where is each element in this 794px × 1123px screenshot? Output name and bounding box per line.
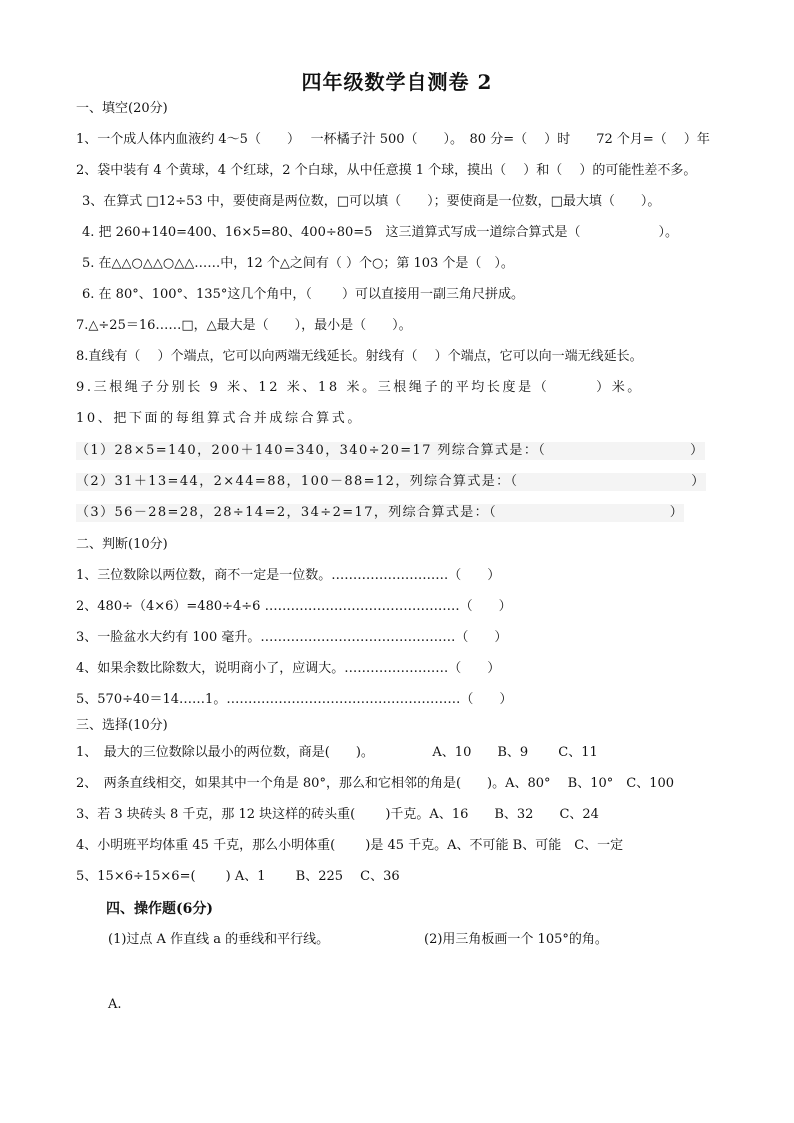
fill-blank-item-10-1: （1）28×5=140，200＋140=340，340÷20=17 列综合算式是：（ ） xyxy=(76,443,705,458)
operation-task-2: (2)用三角板画一个 105°的角。 xyxy=(424,932,608,947)
fill-blank-item-6: 6. 在 80°、100°、135°这几个角中，（ ）可以直接用一副三角尺拼成。 xyxy=(82,287,524,302)
fill-blank-item-9: 9.三根绳子分别长 9 米、12 米、18 米。三根绳子的平均长度是（ ）米。 xyxy=(76,380,643,395)
section-heading-choice: 三、选择(10分) xyxy=(76,718,168,733)
fill-blank-item-4: 4. 把 260+140=400、16×5=80、400÷80=5 这三道算式写成一道综合算式是（ ）。 xyxy=(82,225,678,240)
choice-item-1: 1、 最大的三位数除以最小的两位数，商是( )。 A、10 B、9 C、11 xyxy=(76,745,598,760)
choice-item-4: 4、小明班平均体重 45 千克，那么小明体重( )是 45 千克。A、不可能 B、可能 C、一定 xyxy=(76,838,624,853)
true-false-item-5: 5、570÷40＝14……1。………………………………………………（ ） xyxy=(76,692,513,707)
fill-blank-item-5: 5. 在△△○△△○△△……中，12 个△之间有（ ）个○；第 103 个是（ ）。 xyxy=(82,256,514,271)
fill-blank-item-10-2: （2）31＋13=44，2×44=88，100－88=12，列综合算式是：（ ） xyxy=(76,474,706,489)
choice-item-2: 2、 两条直线相交，如果其中一个角是 80°，那么和它相邻的角是( )。A、80° B、10° C、100 xyxy=(76,776,675,791)
fill-blank-item-1: 1、一个成人体内血液约 4～5（ ） 一杯橘子汁 500（ ）。 80 分=（ ）时 72 个月=（ ）年 xyxy=(76,132,710,147)
fill-blank-item-3: 3、在算式 □12÷53 中，要使商是两位数，□可以填（ ）；要使商是一位数，□最大填（ ）。 xyxy=(82,194,661,209)
fill-blank-item-10-3: （3）56－28=28，28÷14=2，34÷2=17，列综合算式是：（ ） xyxy=(76,505,685,520)
fill-blank-item-7: 7.△÷25＝16……□，△最大是（ ），最小是（ ）。 xyxy=(76,318,412,333)
operation-task-1: (1)过点 A 作直线 a 的垂线和平行线。 xyxy=(108,932,330,947)
true-false-item-2: 2、480÷（4×6）=480÷4÷6 ………………………………………（ ） xyxy=(76,599,512,614)
choice-item-3: 3、若 3 块砖头 8 千克，那 12 块这样的砖头重( )千克。A、16 B、32 C、24 xyxy=(76,807,599,822)
true-false-item-1: 1、三位数除以两位数，商不一定是一位数。………………………（ ） xyxy=(76,568,501,583)
section-heading-operation: 四、操作题(6分) xyxy=(106,901,213,917)
fill-blank-item-8: 8.直线有（ ）个端点，它可以向两端无线延长。射线有（ ）个端点，它可以向一端无线延长。 xyxy=(76,349,643,364)
true-false-item-4: 4、如果余数比除数大，说明商小了，应调大。……………………（ ） xyxy=(76,661,501,676)
fill-blank-item-10: 10、把下面的每组算式合并成综合算式。 xyxy=(76,411,363,426)
choice-item-5: 5、15×6÷15×6=( ) A、1 B、225 C、36 xyxy=(76,869,400,884)
true-false-item-3: 3、一脸盆水大约有 100 毫升。………………………………………（ ） xyxy=(76,630,508,645)
fill-blank-item-2: 2、袋中装有 4 个黄球，4 个红球，2 个白球，从中任意摸 1 个球，摸出（ ）和（ ）的可能性差不多。 xyxy=(76,163,697,178)
page-title: 四年级数学自测卷 2 xyxy=(301,70,493,94)
section-heading-fill-blank: 一、填空(20分) xyxy=(76,101,168,116)
section-heading-true-false: 二、判断(10分) xyxy=(76,537,168,552)
point-a-label: A. xyxy=(108,997,122,1012)
